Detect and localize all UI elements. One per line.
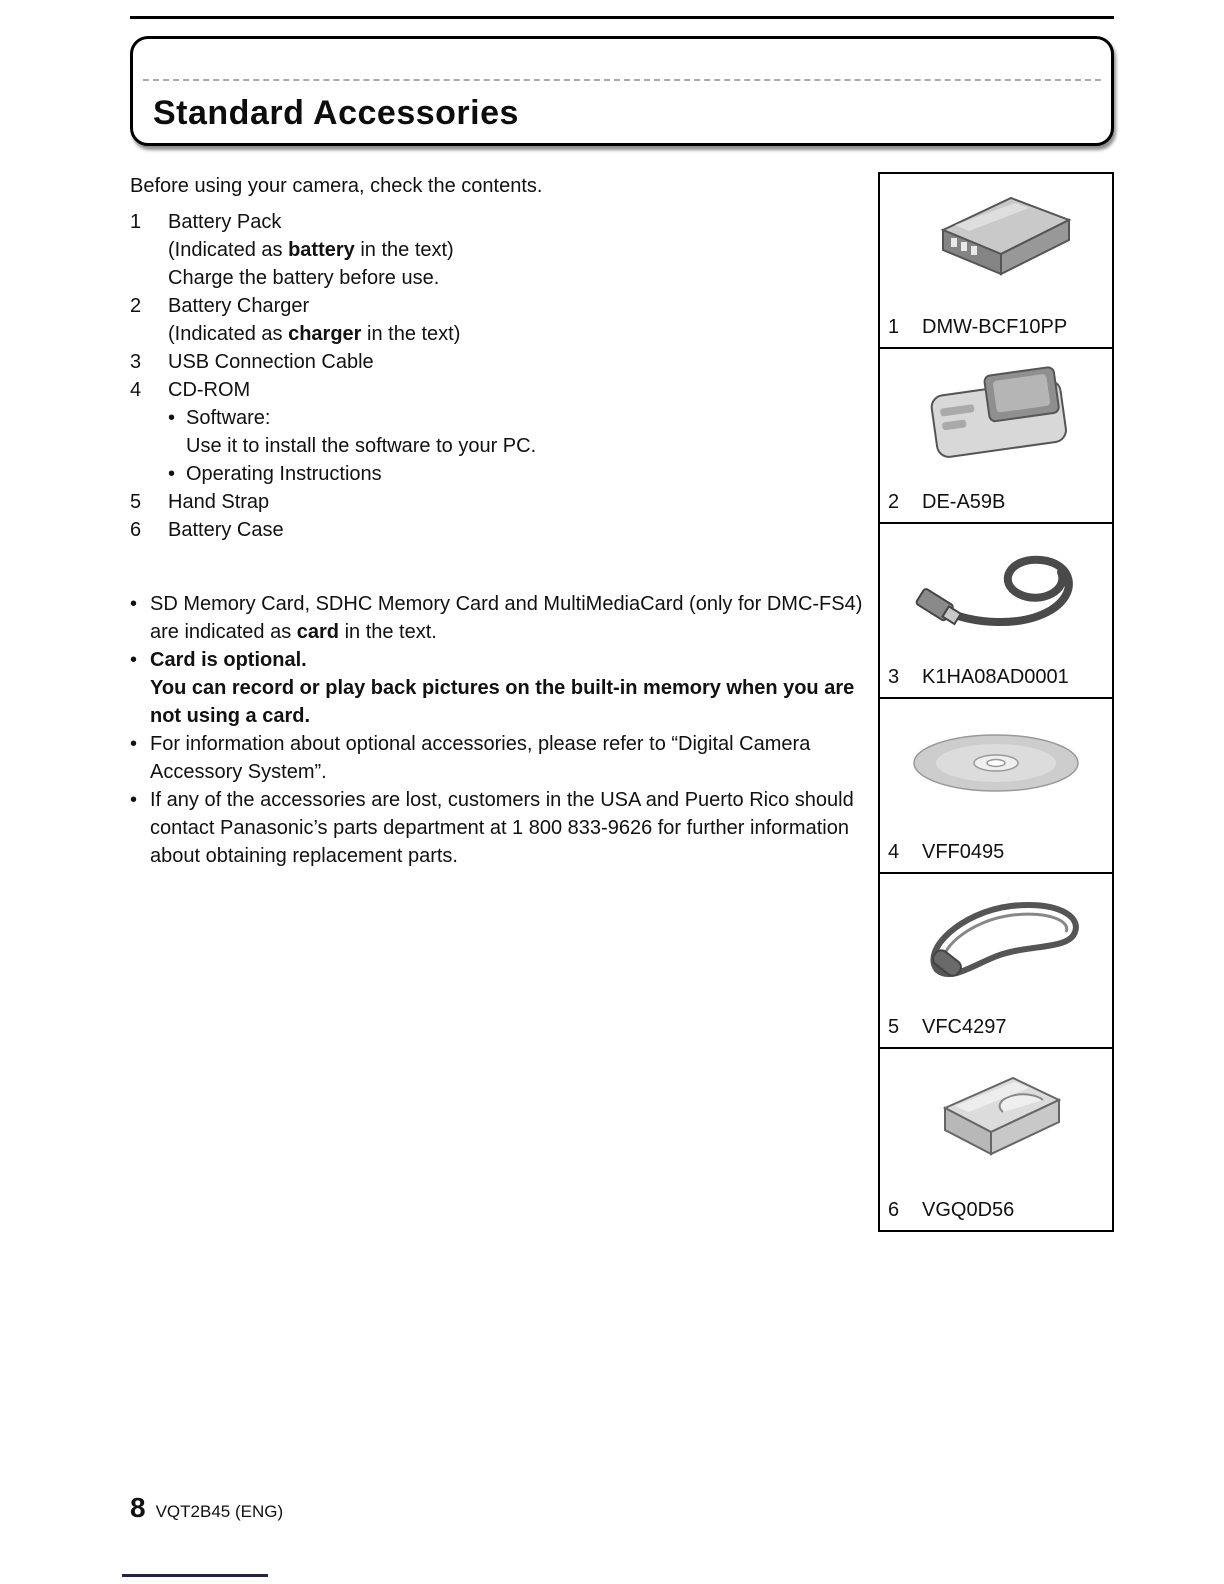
bottom-rule xyxy=(122,1574,268,1577)
accessory-caption xyxy=(888,840,1108,864)
note-item xyxy=(130,646,868,730)
item-number: 5 xyxy=(130,491,142,513)
battery-pack-image xyxy=(880,174,1112,302)
accessory-number: 2 xyxy=(888,491,900,513)
bullet-glyph: • xyxy=(130,733,138,755)
accessory-number: 5 xyxy=(888,1016,900,1038)
accessory-cell-battery-case xyxy=(880,1049,1112,1230)
bullet-glyph: • xyxy=(168,407,176,429)
note-item xyxy=(130,786,868,870)
hand-strap-image xyxy=(880,874,1112,1002)
accessory-code: VFF0495 xyxy=(922,841,1005,863)
item-number: 2 xyxy=(130,295,142,317)
list-item xyxy=(130,516,868,544)
item-number: 4 xyxy=(130,379,142,401)
item-label: USB Connection Cable xyxy=(168,351,374,373)
item-subline: (Indicated as battery in the text) xyxy=(168,239,454,261)
note-text: Card is optional. You can record or play back pictures on the built-in memory when you are not using a card. xyxy=(150,649,855,727)
accessory-code: VFC4297 xyxy=(922,1016,1007,1038)
accessory-cell-hand-strap xyxy=(880,874,1112,1049)
detail-subline: Use it to install the software to your PC. xyxy=(186,435,537,457)
text-column xyxy=(130,172,868,1232)
accessory-code: DMW-BCF10PP xyxy=(922,316,1068,338)
accessory-caption xyxy=(888,665,1108,689)
battery-charger-image xyxy=(880,349,1112,477)
accessory-number: 1 xyxy=(888,316,900,338)
accessory-code: K1HA08AD0001 xyxy=(922,666,1069,688)
accessories-table xyxy=(878,172,1114,1232)
detail-line: • Software: xyxy=(168,404,868,432)
item-number: 6 xyxy=(130,519,142,541)
page-number: 8 xyxy=(130,1492,146,1523)
detail-line: • Operating Instructions xyxy=(168,460,868,488)
accessory-cell-charger xyxy=(880,349,1112,524)
note-text: If any of the accessories are lost, customers in the USA and Puerto Rico should contact Panasonic’s parts department at 1 800 833-9626 for further information about obtaining replacement parts. xyxy=(150,789,854,867)
accessory-code: VGQ0D56 xyxy=(922,1199,1015,1221)
item-number: 3 xyxy=(130,351,142,373)
bullet-glyph: • xyxy=(130,593,138,615)
accessory-caption xyxy=(888,315,1108,339)
notes-section xyxy=(130,590,868,870)
top-rule xyxy=(130,16,1114,19)
document-code: VQT2B45 (ENG) xyxy=(155,1502,284,1521)
item-label: CD-ROM xyxy=(168,379,251,401)
page-title: Standard Accessories xyxy=(153,94,519,132)
intro-text: Before using your camera, check the contents. xyxy=(130,175,543,197)
page-footer xyxy=(130,1492,283,1524)
accessory-caption xyxy=(888,1198,1108,1222)
accessory-caption xyxy=(888,490,1108,514)
item-subline: (Indicated as charger in the text) xyxy=(168,323,461,345)
bullet-glyph: • xyxy=(130,789,138,811)
item-label: Battery Pack xyxy=(168,211,282,233)
list-item xyxy=(130,376,868,488)
item-body xyxy=(168,376,868,488)
bullet-glyph: • xyxy=(130,649,138,671)
accessory-caption xyxy=(888,1015,1108,1039)
accessory-cell-battery xyxy=(880,174,1112,349)
dotted-divider xyxy=(143,79,1101,81)
section-title-box xyxy=(130,36,1114,146)
list-item xyxy=(130,292,868,348)
note-text: SD Memory Card, SDHC Memory Card and MultiMediaCard (only for DMC-FS4) are indicated as card in the text. xyxy=(150,593,863,643)
note-item xyxy=(130,590,868,646)
list-item xyxy=(130,488,868,516)
item-body xyxy=(168,292,868,348)
list-item xyxy=(130,208,868,292)
accessory-cell-cd-rom xyxy=(880,699,1112,874)
item-subline: Charge the battery before use. xyxy=(168,267,440,289)
note-item xyxy=(130,730,868,786)
usb-cable-image xyxy=(880,524,1112,652)
accessory-number: 6 xyxy=(888,1199,900,1221)
item-number: 1 xyxy=(130,211,142,233)
item-label: Hand Strap xyxy=(168,491,270,513)
item-body xyxy=(168,208,868,292)
item-label: Battery Charger xyxy=(168,295,310,317)
list-item xyxy=(130,348,868,376)
note-text: For information about optional accessories, please refer to “Digital Camera Accessory System”. xyxy=(150,733,811,783)
accessory-code: DE-A59B xyxy=(922,491,1006,513)
accessory-number: 4 xyxy=(888,841,900,863)
cd-rom-image xyxy=(880,699,1112,827)
cd-rom-details xyxy=(168,404,868,488)
accessory-number: 3 xyxy=(888,666,900,688)
content-area xyxy=(130,172,1114,1232)
bullet-glyph: • xyxy=(168,463,176,485)
battery-case-image xyxy=(880,1049,1112,1177)
accessory-list xyxy=(130,208,868,544)
accessory-cell-usb-cable xyxy=(880,524,1112,699)
item-label: Battery Case xyxy=(168,519,284,541)
